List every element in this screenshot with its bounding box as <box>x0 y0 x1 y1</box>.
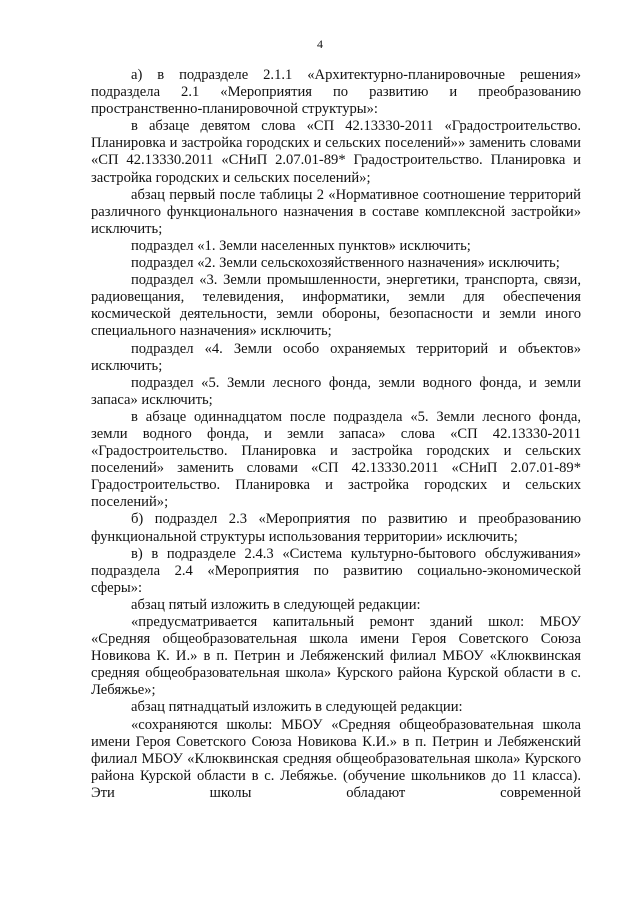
paragraph: в абзаце одиннадцатом после подраздела «5. Земли лесного фонда, земли водного фонда, и земли запаса» слова «СП 42.13330-2011 «Градостроительство. Планировка и застройка городских и сельских поселений» заменить словами «СП 42.13330.2011 «СНиП 2.07.01-89* Градостроительство. Планировка и застройка городских и сельских поселений»; <box>91 408 581 511</box>
paragraph: абзац первый после таблицы 2 «Нормативное соотношение территорий различного функционального назначения в составе комплексной застройки» исключить; <box>91 186 581 237</box>
paragraph: «сохраняются школы: МБОУ «Средняя общеобразовательная школа имени Героя Советского Союза Новикова К.И.» в п. Петрин и Лебяженский филиал МБОУ «Клюквинская средняя общеобразовательная школа» Курского района Курской области в с. Лебяжье. (обучение школьников до 11 класса). Эти школы обладают современной <box>91 716 581 801</box>
paragraph: абзац пятый изложить в следующей редакции: <box>131 596 421 613</box>
page-number: 4 <box>317 37 323 51</box>
document-body <box>91 67 581 802</box>
paragraph: в абзаце девятом слова «СП 42.13330-2011 «Градостроительство. Планировка и застройка городских и сельских поселений»» заменить словами «СП 42.13330.2011 «СНиП 2.07.01-89* Градостроительство. Планировка и застройка городских и сельских поселений»; <box>91 118 581 186</box>
paragraph: подраздел «3. Земли промышленности, энергетики, транспорта, связи, радиовещания, телевидения, информатики, земли для обеспечения космической деятельности, земли обороны, безопасности и земли иного специального назначения» исключить; <box>91 272 581 340</box>
paragraph: «предусматривается капитальный ремонт зданий школ: МБОУ «Средняя общеобразовательная школа имени Героя Советского Союза Новикова К. И.» в п. Петрин и Лебяженский филиал МБОУ «Клюквинская средняя общеобразовательная школа» Курского района Курской области в с. Лебяжье»; <box>91 614 581 699</box>
paragraph: а) в подразделе 2.1.1 «Архитектурно-планировочные решения» подраздела 2.1 «Мероприятия по развитию и преобразованию пространственно-планировочной структуры»: <box>91 67 581 118</box>
paragraph: б) подраздел 2.3 «Мероприятия по развитию и преобразованию функциональной структуры использования территории» исключить; <box>91 511 581 545</box>
paragraph: подраздел «2. Земли сельскохозяйственного назначения» исключить; <box>131 255 560 272</box>
paragraph: в) в подразделе 2.4.3 «Система культурно-бытового обслуживания» подраздела 2.4 «Мероприятия по развитию социально-экономической сферы»: <box>91 545 581 596</box>
paragraph: подраздел «1. Земли населенных пунктов» исключить; <box>131 237 471 254</box>
paragraph: подраздел «4. Земли особо охраняемых территорий и объектов» исключить; <box>91 340 581 374</box>
paragraph: подраздел «5. Земли лесного фонда, земли водного фонда, и земли запаса» исключить; <box>91 374 581 408</box>
paragraph: абзац пятнадцатый изложить в следующей редакции: <box>131 699 463 716</box>
